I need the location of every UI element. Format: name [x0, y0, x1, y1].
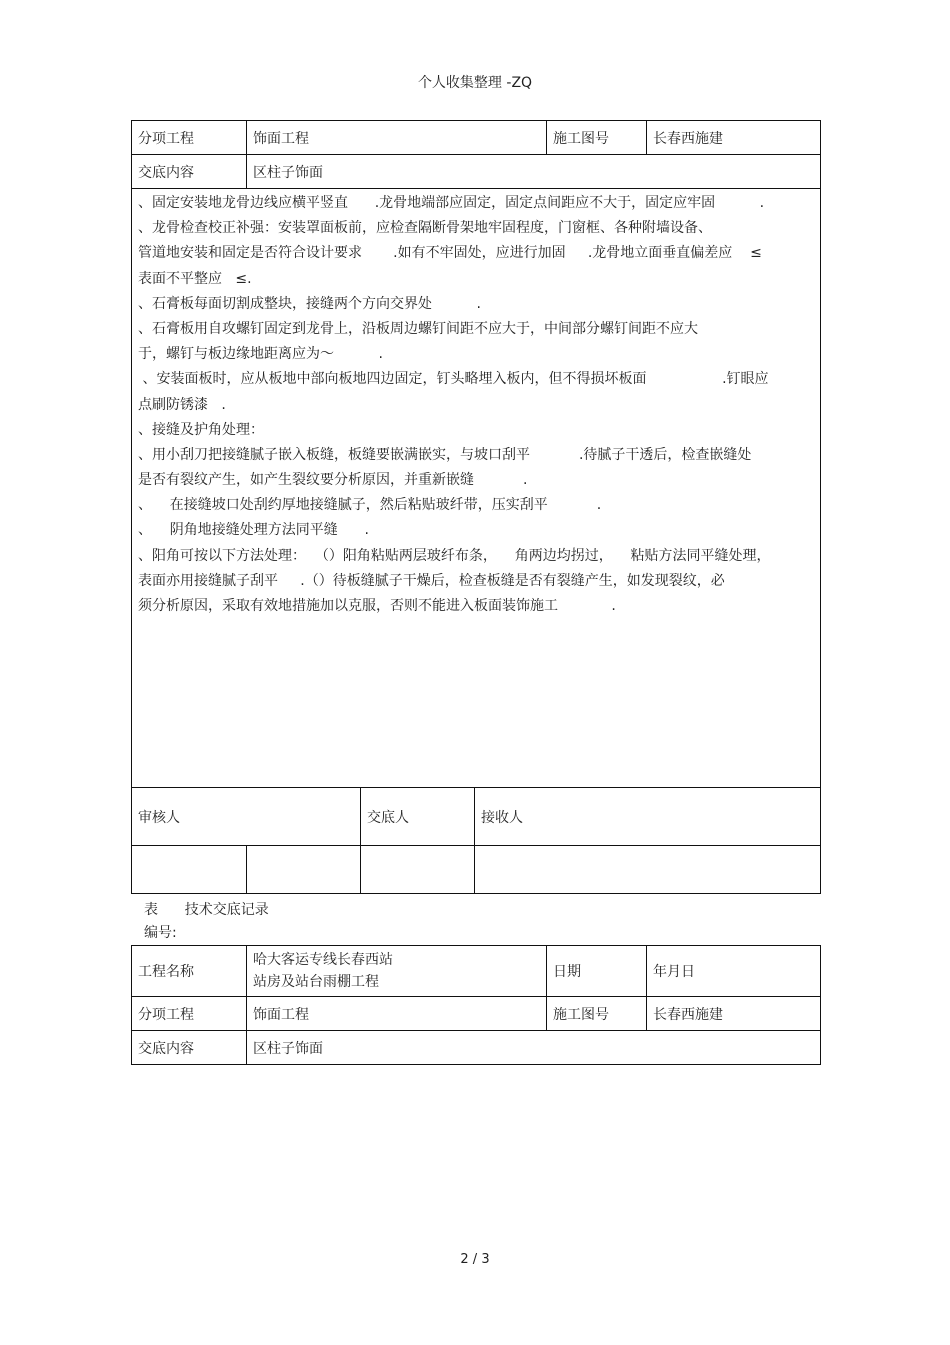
- body-line: 、接缝及护角处理：: [138, 421, 264, 438]
- content-value: 区柱子饰面: [247, 1031, 821, 1065]
- form-row-content: [132, 1031, 821, 1065]
- form-row-subitem: [132, 997, 821, 1031]
- reviewer-label: 审核人: [132, 788, 361, 846]
- presenter-label: 交底人: [361, 788, 475, 846]
- signature-blank-cell: [132, 846, 247, 894]
- content-value: 区柱子饰面: [247, 155, 821, 189]
- subitem-value: 饰面工程: [247, 997, 547, 1031]
- page-header: 个人收集整理 -ZQ: [417, 75, 533, 91]
- disclosure-body: [132, 189, 821, 788]
- body-line: 管道地安装和固定是否符合设计要求 .如有不牢固处，应进行加固 .龙骨地立面垂直偏差应 ≤: [138, 245, 762, 262]
- body-line: 表面不平整应 ≤.: [138, 270, 252, 287]
- drawing-number-label: 施工图号: [547, 121, 647, 155]
- page-number: 2 / 3: [460, 1252, 490, 1267]
- body-line: 、龙骨检查校正补强：安装罩面板前，应检查隔断骨架地牢固程度，门窗框、各种附墙设备、: [138, 220, 712, 237]
- form-row-content: [132, 155, 821, 189]
- upper-disclosure-form: [131, 120, 821, 788]
- content-label: 交底内容: [132, 155, 247, 189]
- project-name-label: 工程名称: [132, 946, 247, 997]
- subitem-label: 分项工程: [132, 121, 247, 155]
- body-line: 、阳角可按以下方法处理： （）阳角粘贴两层玻纤布条， 角两边均拐过， 粘贴方法同平缝处理，: [138, 547, 771, 564]
- drawing-number-value: 长春西施建: [647, 997, 821, 1031]
- body-line: 是否有裂纹产生，如产生裂纹要分析原因，并重新嵌缝 .: [138, 472, 528, 489]
- body-line: 、用小刮刀把接缝腻子嵌入板缝，板缝要嵌满嵌实，与坡口刮平 .待腻子干透后，检查嵌缝处: [138, 446, 752, 463]
- body-line: 、 阴角地接缝处理方法同平缝 .: [138, 522, 369, 539]
- subitem-label: 分项工程: [132, 997, 247, 1031]
- body-line: 、固定安装地龙骨边线应横平竖直 .龙骨地端部应固定，固定点间距应不大于，固定应牢固 .: [138, 195, 765, 211]
- body-line: 于，螺钉与板边缘地距离应为～ .: [138, 346, 383, 363]
- project-name-line1: 哈大客运专线长春西站: [253, 952, 393, 968]
- subitem-value: 饰面工程: [247, 121, 547, 155]
- content-label: 交底内容: [132, 1031, 247, 1065]
- body-line: 、安装面板时，应从板地中部向板地四边固定，钉头略埋入板内，但不得损坏板面 .钉眼应: [138, 371, 769, 388]
- body-line: 点刷防锈漆 .: [138, 396, 226, 413]
- drawing-number-label: 施工图号: [547, 997, 647, 1031]
- form-row-subitem: [132, 121, 821, 155]
- signature-label-row: [132, 788, 821, 846]
- signature-blank-cell: [361, 846, 475, 894]
- form-row-project: [132, 946, 821, 997]
- form-row-body: [132, 189, 821, 788]
- body-line: 表面亦用接缝腻子刮平 .（）待板缝腻子干燥后，检查板缝是否有裂缝产生，如发现裂纹，必: [138, 572, 725, 589]
- signature-blank-cell: [475, 846, 821, 894]
- project-name-value: [247, 946, 547, 997]
- body-line: 、 在接缝坡口处刮约厚地接缝腻子，然后粘贴玻纤带，压实刮平 .: [138, 497, 602, 514]
- signature-blank-row: [132, 846, 821, 894]
- drawing-number-value: 长春西施建: [647, 121, 821, 155]
- project-name-line2: 站房及站台雨棚工程: [253, 974, 379, 990]
- date-value: 年月日: [647, 946, 821, 997]
- signature-blank-cell: [247, 846, 361, 894]
- signature-table: [131, 787, 821, 894]
- body-line: 须分析原因，采取有效地措施加以克服，否则不能进入板面装饰施工 .: [138, 598, 616, 614]
- body-line: 、石膏板每面切割成整块，接缝两个方向交界处 .: [138, 295, 481, 312]
- date-label: 日期: [547, 946, 647, 997]
- receiver-label: 接收人: [475, 788, 821, 846]
- number-label: 编号:: [144, 925, 177, 941]
- lower-disclosure-form: [131, 945, 821, 1065]
- body-line: 、石膏板用自攻螺钉固定到龙骨上，沿板周边螺钉间距不应大于，中间部分螺钉间距不应大: [138, 320, 698, 337]
- table-title: 表 技术交底记录: [144, 902, 269, 918]
